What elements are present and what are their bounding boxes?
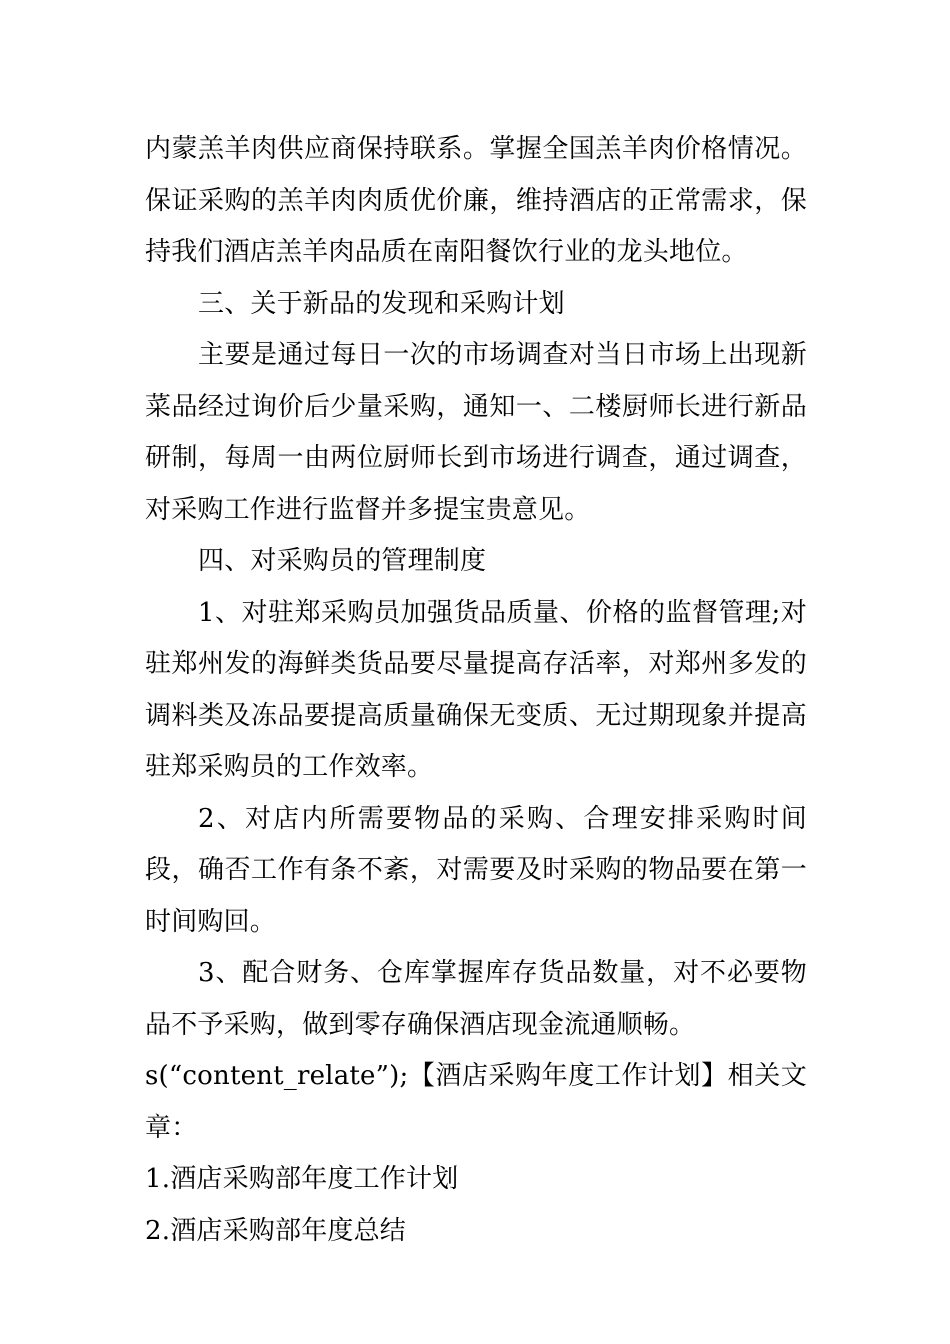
paragraph-supplier: 内蒙羔羊肉供应商保持联系。掌握全国羔羊肉价格情况。保证采购的羔羊肉肉质优价廉，维持酒店的正常需求，保持我们酒店羔羊肉品质在南阳餐饮行业的龙头地位。 — [145, 134, 807, 267]
related-articles-heading: s(“content_relate”);【酒店采购年度工作计划】相关文章： — [145, 1061, 807, 1143]
paragraph-item-2: 2、对店内所需要物品的采购、合理安排采购时间段，确否工作有条不紊，对需要及时采购的物品要在第一时间购回。 — [145, 803, 807, 937]
related-article-link-2[interactable]: 2.酒店采购部年度总结 — [145, 1215, 407, 1246]
paragraph-item-3: 3、配合财务、仓库掌握库存货品数量，对不必要物品不予采购，做到零存确保酒店现金流通顺畅。 — [145, 958, 807, 1040]
paragraph-item-1: 1、对驻郑采购员加强货品质量、价格的监督管理;对驻郑州发的海鲜类货品要尽量提高存活率，对郑州多发的调料类及冻品要提高质量确保无变质、无过期现象并提高驻郑采购员的工作效率。 — [145, 597, 807, 782]
heading-buyer-management: 四、对采购员的管理制度 — [198, 546, 487, 576]
paragraph-market-survey: 主要是通过每日一次的市场调查对当日市场上出现新菜品经过询价后少量采购，通知一、二楼厨师长进行新品研制，每周一由两位厨师长到市场进行调查，通过调查，对采购工作进行监督并多提宝贵意见。 — [145, 340, 807, 525]
heading-new-products: 三、关于新品的发现和采购计划 — [198, 288, 565, 319]
document-body — [145, 124, 807, 1257]
related-article-link-1[interactable]: 1.酒店采购部年度工作计划 — [145, 1164, 459, 1194]
